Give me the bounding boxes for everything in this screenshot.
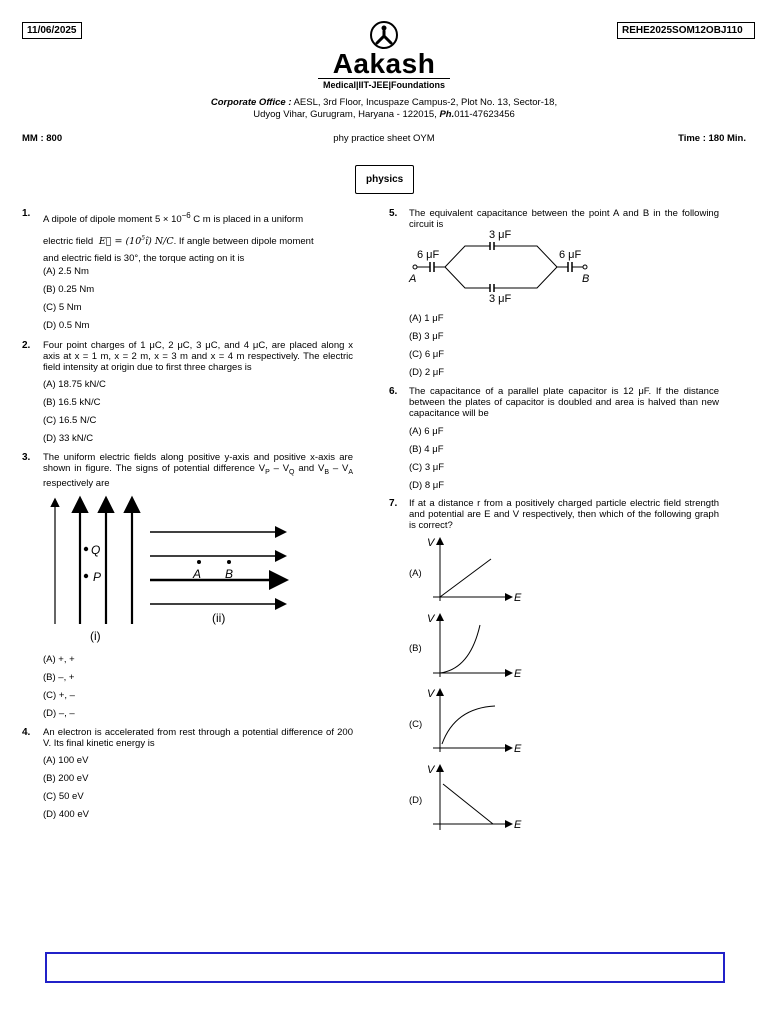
option-c[interactable]: (C) 6 μF [409,349,445,360]
point-a-label: A [193,567,202,581]
option-d[interactable]: (D) 2 μF [409,367,445,378]
axis-e-label: E [514,592,522,604]
question-4-text: An electron is accelerated from rest through a potential difference of 200 V. Its final kinetic energy is [43,727,353,749]
office-line-2: Udyog Vihar, Gurugram, Haryana - 122015, [253,109,440,120]
cap-bottom-label: 3 μF [489,293,512,305]
option-a[interactable]: (A) 1 μF [409,313,444,324]
graph-option-b [425,611,530,681]
logo-wordmark: Aakash [332,48,436,79]
option-d[interactable]: (D) 8 μF [409,480,445,491]
option-c[interactable]: (C) +, – [43,690,75,701]
corporate-office-address [100,97,668,121]
terminal-a-label: A [409,273,417,285]
option-a[interactable]: (A) [409,568,422,579]
axis-e-label: E [514,668,522,680]
footer-blank-box [45,952,725,983]
option-b[interactable]: (B) 4 μF [409,444,444,455]
aakash-logo [318,20,450,90]
graph-option-d [425,762,530,832]
question-7-text: If at a distance r from a positively charged particle electric field strength and potential are E and V respectively, then which of the following graph is correct? [409,498,719,531]
time-limit: Time : 180 Min. [678,133,746,144]
option-a[interactable]: (A) 18.75 kN/C [43,379,106,390]
office-line-1: AESL, 3rd Floor, Incuspaze Campus-2, Plot No. 13, Sector-18, [291,97,558,108]
option-a[interactable]: (A) +, + [43,654,75,665]
option-d[interactable]: (D) 0.5 Nm [43,320,90,331]
question-3-text: The uniform electric fields along positive y-axis and positive x-axis are shown in figure. The signs of potential difference $V_P - V_Q$ and $V_B - V_A$ respectively are [43,452,353,489]
axis-v-label: V [427,688,435,700]
option-b[interactable]: (B) 200 eV [43,773,89,784]
option-d[interactable]: (D) 33 kN/C [43,433,94,444]
question-1-text: A dipole of dipole moment $5 \times 10^{-6}$ C m is placed in a uniform electric field E⃗ = $(10^5î)$ N/C. If angle between dipole moment and electric field is 30°, the torque acting on it is [43,211,314,265]
point-b-label: B [225,567,234,581]
axis-v-label: V [427,537,435,549]
option-d[interactable]: (D) –, – [43,708,75,719]
question-2-text: Four point charges of 1 μC, 2 μC, 3 μC, and 4 μC, are placed along x axis at x = 1 m, x = 2 m, x = 3 m and x = 4 m respectively. The electric field intensity at origin due to first three charges is [43,340,353,373]
axis-e-label: E [514,743,522,755]
question-number: 7. [389,498,398,509]
option-c[interactable]: (C) 5 Nm [43,302,82,313]
logo-emblem-icon [368,20,400,50]
axis-e-label: E [514,819,522,831]
option-a[interactable]: (A) 6 μF [409,426,444,437]
date-box: 11/06/2025 [22,22,82,39]
cap-top-label: 3 μF [489,229,512,241]
sheet-title: phy practice sheet OYM [333,133,435,144]
max-marks: MM : 800 [22,133,63,144]
point-q-label: Q [91,543,101,557]
office-label: Corporate Office : [210,97,292,108]
question-number: 3. [22,452,31,463]
option-b[interactable]: (B) –, + [43,672,75,683]
graph-option-a [425,535,530,605]
option-c[interactable]: (C) 3 μF [409,462,445,473]
question-5-text: The equivalent capacitance between the point A and B in the following circuit is [409,208,719,230]
option-a[interactable]: (A) 2.5 Nm [43,266,89,277]
logo-tagline: Medical|IIT-JEE|Foundations [318,78,450,90]
option-b[interactable]: (B) 0.25 Nm [43,284,95,295]
question-number: 2. [22,340,31,351]
option-b[interactable]: (B) 16.5 kN/C [43,397,101,408]
graph-option-c [425,686,530,756]
point-p-label: P [93,570,102,584]
question-6-text: The capacitance of a parallel plate capacitor is 12 μF. If the distance between the plates of capacitor is doubled and area is halved than new capacitance will be [409,386,719,419]
axis-v-label: V [427,764,435,776]
option-c[interactable]: (C) 50 eV [43,791,84,802]
option-c[interactable]: (C) 16.5 N/C [43,415,97,426]
cap-left-label: 6 μF [417,249,440,261]
electric-field-figure [40,492,300,644]
option-d[interactable]: (D) [409,795,423,806]
question-number: 1. [22,208,31,219]
sheet-code-box: REHE2025SOM12OBJ110 [617,22,755,39]
subject-box: physics [355,165,414,194]
question-number: 5. [389,208,398,219]
option-b[interactable]: (B) 3 μF [409,331,444,342]
axis-v-label: V [427,613,435,625]
option-b[interactable]: (B) [409,643,422,654]
option-c[interactable]: (C) [409,719,423,730]
capacitor-circuit-diagram [405,226,600,308]
terminal-b-label: B [582,273,590,285]
figure-ii-label: (ii) [212,611,226,625]
cap-right-label: 6 μF [559,249,582,261]
question-number: 6. [389,386,398,397]
phone-label: Ph. [439,109,455,120]
field-vector-formula: E⃗ = $(10^5î)$ N/C [95,235,174,248]
option-d[interactable]: (D) 400 eV [43,809,89,820]
option-a[interactable]: (A) 100 eV [43,755,89,766]
phone-number: 011-47623456 [454,109,515,120]
question-number: 4. [22,727,31,738]
figure-i-label: (i) [90,629,101,643]
